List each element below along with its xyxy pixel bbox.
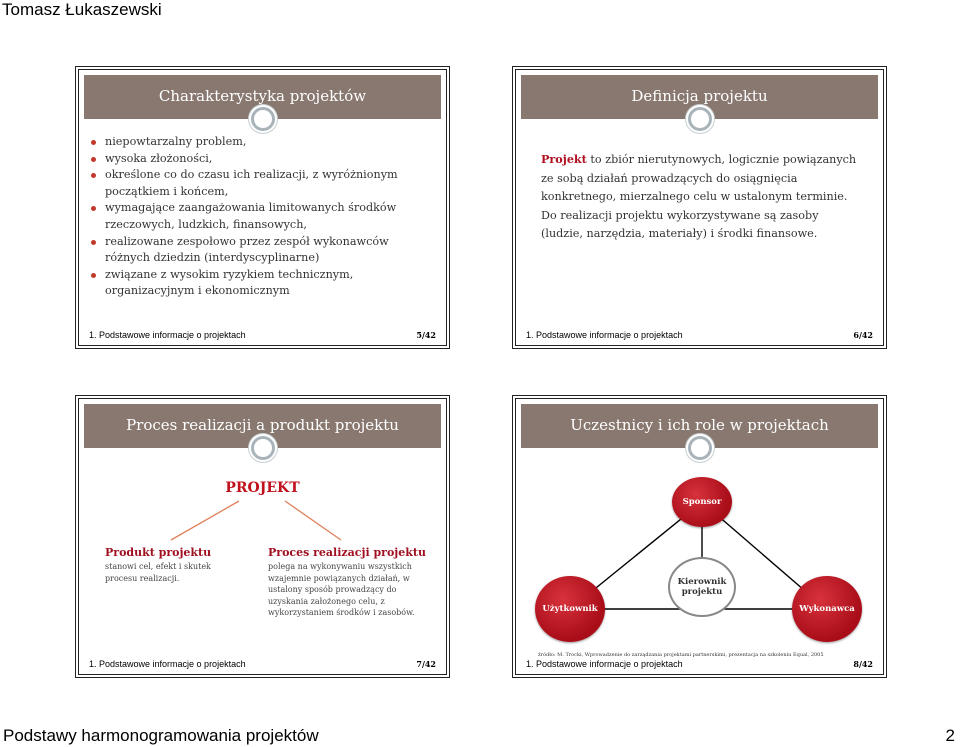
slide-title: Definicja projektu — [521, 75, 878, 117]
slide-footer-section: 1. Podstawowe informacje o projektach — [526, 659, 683, 669]
sponsor-node: Sponsor — [672, 477, 732, 527]
slide-title: Proces realizacji a produkt projektu — [84, 404, 441, 446]
product-text: stanowi cel, efekt i skutek procesu realizacji. — [105, 562, 211, 583]
slide-number: 6/42 — [853, 330, 873, 340]
slide-footer-section: 1. Podstawowe informacje o projektach — [526, 330, 683, 340]
bullet-list — [91, 134, 436, 300]
page-number: 2 — [945, 726, 955, 745]
bullet-item: wysoka złożoności, — [91, 151, 436, 168]
ring-decoration-icon — [688, 107, 712, 131]
process-text: polega na wykonywaniu wszystkich wzajemnie powiązanych działań, w ustalony sposób prowadzący do uzyskania założonego celu, z wykorzystaniem środków i zasobów. — [268, 562, 415, 617]
slide-footer-section: 1. Podstawowe informacje o projektach — [89, 330, 246, 340]
page-header-author: Tomasz Łukaszewski — [2, 0, 162, 19]
slide-footer — [526, 330, 873, 341]
slide-number: 5/42 — [416, 330, 436, 340]
definition-text: to zbiór nierutynowych, logicznie powiązanych ze sobą działań prowadzących do osiągnięcia konkretnego, mierzalnego celu w ustalonym terminie. Do realizacji projektu wykorzystywane są zasoby (ludzie, narzędzia, materiały) i środki finansowe. — [541, 153, 857, 241]
definition-paragraph — [541, 150, 863, 244]
bullet-item: określone co do czasu ich realizacji, z wyróżnionym początkiem i końcem, — [91, 167, 436, 200]
document-title: Podstawy harmonogramowania projektów — [3, 726, 319, 745]
ring-decoration-icon — [251, 107, 275, 131]
process-title: Proces realizacji projektu — [268, 546, 426, 559]
slide-footer-section: 1. Podstawowe informacje o projektach — [89, 659, 246, 669]
bullet-item: wymagające zaangażowania limitowanych środków rzeczowych, ludzkich, finansowych, — [91, 200, 436, 233]
bullet-item: niepowtarzalny problem, — [91, 134, 436, 151]
definition-term: Projekt — [541, 152, 587, 166]
branch-connector — [79, 399, 448, 676]
bullet-item: związane z wysokim ryzykiem technicznym, organizacyjnym i ekonomicznym — [91, 267, 436, 300]
slide-8 — [515, 398, 884, 675]
user-node: Użytkownik — [535, 576, 605, 642]
projekt-heading: PROJEKT — [225, 480, 300, 496]
bullet-item: realizowane zespołowo przez zespół wykonawców różnych dziedzin (interdyscyplinarne) — [91, 234, 436, 267]
slide-footer — [526, 659, 873, 670]
slide-title: Uczestnicy i ich role w projektach — [521, 404, 878, 446]
source-note: źródło: M. Trocki, Wprowadzenie do zarządzania projektami partnerskimi, prezentacja na szkoleniu Equal, 2005 — [538, 652, 824, 658]
slide-number: 7/42 — [416, 659, 436, 669]
product-title: Produkt projektu — [105, 546, 212, 559]
slide-7 — [78, 398, 447, 675]
slide-5 — [78, 69, 447, 346]
slide-title: Charakterystyka projektów — [84, 75, 441, 117]
contractor-node: Wykonawca — [792, 576, 862, 642]
slide-footer — [89, 659, 436, 670]
manager-node: Kierownik projektu — [668, 557, 736, 617]
slide-number: 8/42 — [853, 659, 873, 669]
slide-footer — [89, 330, 436, 341]
slide-6 — [515, 69, 884, 346]
